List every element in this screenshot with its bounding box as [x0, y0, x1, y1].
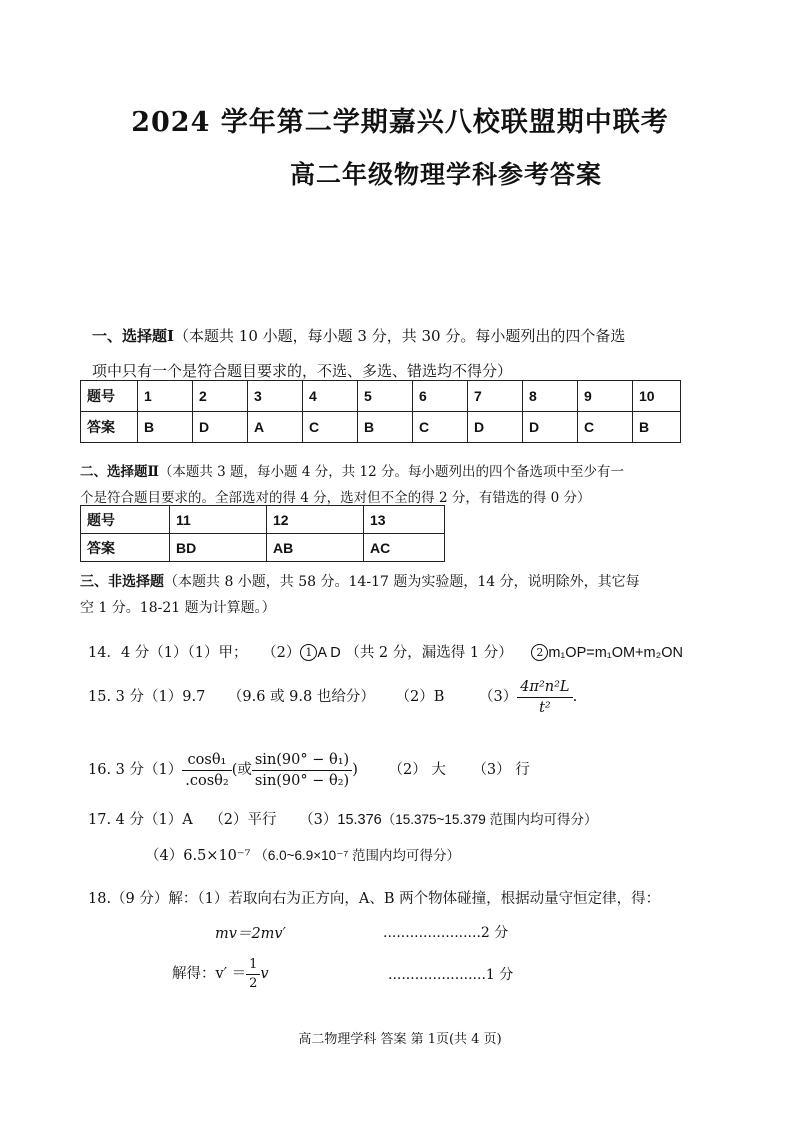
q17-part3: （3）: [299, 812, 338, 828]
answer-cell: B: [358, 412, 413, 443]
q17-lead: 17. 4 分（1）A: [88, 812, 193, 828]
answer-cell: D: [523, 412, 578, 443]
q16-cos-denominator: .cosθ₂: [185, 772, 229, 789]
question-number: 9: [578, 381, 633, 412]
q17-part2: （2）平行: [209, 812, 277, 828]
answer-cell: AB: [267, 534, 364, 562]
question-number: 7: [468, 381, 523, 412]
q14-answer: [88, 641, 683, 662]
q14-part2: （2）: [262, 645, 301, 661]
q16-or-open: (或: [231, 762, 252, 778]
answer-cell: B: [138, 412, 193, 443]
document-subtitle: 高二年级物理学科参考答案: [290, 160, 603, 189]
question-number: 1: [138, 381, 193, 412]
q16-part2: （2） 大: [388, 762, 446, 778]
section3-line1: [80, 571, 640, 591]
answer-cell: D: [193, 412, 248, 443]
question-number: 6: [413, 381, 468, 412]
question-number: 10: [633, 381, 681, 412]
document-title: 2024 学年第二学期嘉兴八校联盟期中联考: [131, 107, 669, 138]
q18-equation: mv＝2mv′: [215, 926, 286, 942]
section1-desc1: （本题共 10 小题，每小题 3 分，共 30 分。每小题列出的四个备选: [174, 327, 626, 345]
question-number: 2: [193, 381, 248, 412]
table-row: [81, 506, 445, 534]
q17-value3: 15.376: [337, 812, 382, 828]
answer-cell: C: [303, 412, 358, 443]
row-label: 题号: [81, 506, 170, 534]
q15-answer: [88, 672, 577, 722]
section2-desc1: （本题共 3 题，每小题 4 分，共 12 分。每小题列出的四个备选项中至少有一: [158, 464, 624, 480]
q18-solve-lead: 解得：v′ ＝: [172, 966, 247, 982]
question-number: 13: [364, 506, 445, 534]
question-number: 3: [248, 381, 303, 412]
q18-points-1: ......................2 分: [383, 925, 509, 941]
q16-answer: [88, 745, 530, 795]
q18-half-denominator: 2: [249, 975, 258, 991]
q18-solution: [172, 952, 269, 996]
answer-cell: AC: [364, 534, 445, 562]
q17-note3: （15.375~15.379 范围内均可得分）: [381, 812, 598, 827]
q18-intro: 18.（9 分）解：（1）若取向右为正方向，A、B 两个物体碰撞，根据动量守恒定律，得：: [88, 891, 661, 907]
q17-line2: [145, 844, 460, 865]
section2-desc2: 个是符合题目要求的。全部选对的得 4 分，选对但不全的得 2 分，有错选的得 0 分）: [80, 490, 591, 506]
section3-desc2: 空 1 分。18-21 题为计算题。）: [80, 600, 276, 616]
question-number: 5: [358, 381, 413, 412]
q16-sin-denominator: sin(90° − θ₂): [254, 772, 350, 789]
section1-line1: [92, 325, 625, 346]
q15-part2: （2）B: [395, 689, 445, 705]
q16-fraction-sin: [252, 751, 352, 790]
table-row: [81, 412, 681, 443]
answer-cell: C: [413, 412, 468, 443]
row-label: 题号: [81, 381, 138, 412]
q16-close: ): [352, 762, 358, 778]
question-number: 12: [267, 506, 364, 534]
q16-part3: （3） 行: [472, 762, 530, 778]
answer-cell: D: [468, 412, 523, 443]
q17-value4: 6.5×10⁻⁷: [183, 848, 251, 864]
answer-cell: A: [248, 412, 303, 443]
question-number: 8: [523, 381, 578, 412]
q17-line1: [88, 808, 597, 829]
table-row: [81, 381, 681, 412]
section2-line1: [80, 460, 624, 480]
section2-answer-table: [80, 505, 445, 562]
q15-period: .: [572, 689, 578, 705]
section1-answer-table: [80, 380, 681, 443]
section1-heading: 一、选择题Ⅰ: [92, 327, 175, 345]
question-number: 11: [170, 506, 267, 534]
q17-note4: （6.0~6.9×10⁻⁷ 范围内均可得分）: [254, 848, 460, 863]
q18-points-2: ......................1 分: [388, 967, 514, 983]
q16-sin-numerator: sin(90° − θ₁): [252, 751, 352, 771]
table-row: [81, 534, 445, 562]
q18-half-numerator: 1: [246, 957, 260, 975]
q17-part4: （4）: [145, 848, 184, 864]
section1-desc2: 项中只有一个是符合题目要求的，不选、多选、错选均不得分）: [92, 362, 513, 380]
q18-half-variable: v: [260, 966, 269, 982]
q16-fraction-cos: [182, 751, 231, 790]
answer-cell: C: [578, 412, 633, 443]
question-number: 4: [303, 381, 358, 412]
q15-fraction: [517, 678, 572, 717]
q14-lead: 14．4 分（1）（1）甲；: [88, 645, 248, 661]
page-footer: 高二物理学科 答案 第 1页(共 4 页): [298, 1032, 502, 1047]
q15-note: （9.6 或 9.8 也给分）: [227, 689, 375, 705]
section3-desc1: （本题共 8 小题，共 58 分。14-17 题为实验题，14 分，说明除外，其它每: [164, 574, 640, 590]
answer-cell: BD: [170, 534, 267, 562]
q14-note: （共 2 分，漏选得 1 分）: [345, 645, 513, 661]
q16-lead: 16. 3 分（1）: [88, 762, 183, 778]
q15-numerator: 4π²n²L: [517, 678, 572, 698]
circled-number-1: 1: [300, 644, 317, 661]
row-label: 答案: [81, 534, 170, 562]
q15-denominator: t²: [539, 699, 551, 716]
circled-number-2: 2: [531, 644, 548, 661]
section2-heading: 二、选择题Ⅱ: [80, 464, 159, 480]
q15-part3: （3）: [478, 689, 518, 705]
answer-cell: B: [633, 412, 681, 443]
q14-option-ad: A D: [317, 645, 341, 661]
q14-formula: m₁OP=m₁OM+m₂ON: [548, 645, 683, 661]
q18-half-fraction: [246, 957, 260, 992]
row-label: 答案: [81, 412, 138, 443]
q15-lead: 15. 3 分（1）9.7: [88, 689, 206, 705]
section3-heading: 三、非选择题: [80, 574, 164, 590]
q16-cos-numerator: cosθ₁: [182, 751, 231, 771]
